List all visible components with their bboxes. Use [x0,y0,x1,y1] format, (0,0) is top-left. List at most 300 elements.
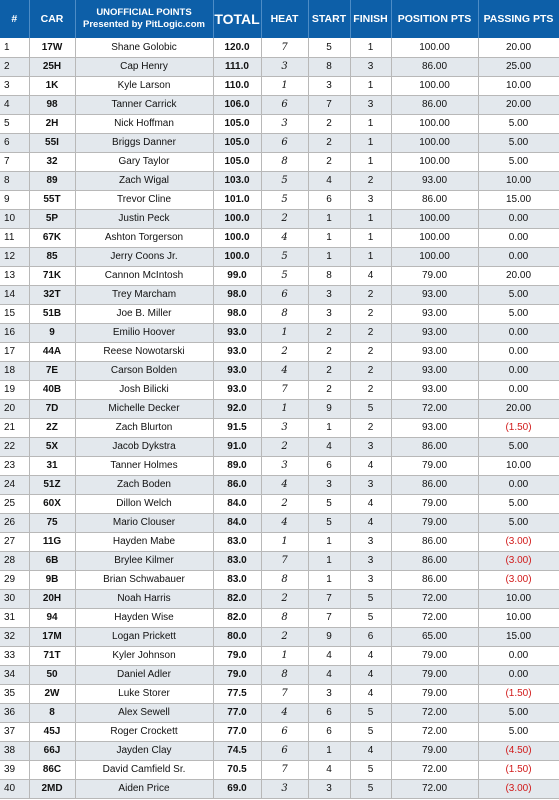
position-points: 93.00 [391,380,478,399]
total-points: 105.0 [213,152,261,171]
total-points: 86.0 [213,475,261,494]
position-points: 93.00 [391,361,478,380]
start-position: 5 [308,38,350,57]
driver-name: Dillon Welch [75,494,213,513]
driver-name: Tanner Carrick [75,95,213,114]
car-number: 7D [29,399,75,418]
finish-position: 1 [350,247,391,266]
heat-number: 7 [261,38,308,57]
heat-number: 4 [261,513,308,532]
position-points: 86.00 [391,475,478,494]
table-row [0,57,559,76]
total-points: 110.0 [213,76,261,95]
table-row [0,133,559,152]
row-number: 3 [0,76,29,95]
heat-number: 7 [261,684,308,703]
finish-position: 4 [350,741,391,760]
table-row [0,171,559,190]
table-row [0,608,559,627]
car-number: 17M [29,627,75,646]
row-number: 11 [0,228,29,247]
driver-name: Aiden Price [75,779,213,798]
finish-position: 3 [350,437,391,456]
driver-name: Hayden Mabe [75,532,213,551]
finish-position: 5 [350,399,391,418]
finish-position: 3 [350,551,391,570]
finish-position: 1 [350,38,391,57]
row-number: 30 [0,589,29,608]
position-points: 72.00 [391,703,478,722]
driver-name: Justin Peck [75,209,213,228]
total-points: 93.0 [213,380,261,399]
position-points: 86.00 [391,57,478,76]
row-number: 17 [0,342,29,361]
total-points: 100.0 [213,247,261,266]
heat-number: 7 [261,760,308,779]
passing-points: 10.00 [478,608,559,627]
table-row [0,437,559,456]
heat-number: 3 [261,114,308,133]
table-row [0,228,559,247]
table-row [0,114,559,133]
driver-name: Zach Wigal [75,171,213,190]
total-points: 74.5 [213,741,261,760]
heat-number: 1 [261,323,308,342]
driver-name: Alex Sewell [75,703,213,722]
heat-number: 4 [261,703,308,722]
row-number: 9 [0,190,29,209]
driver-name: Mario Clouser [75,513,213,532]
total-points: 83.0 [213,570,261,589]
start-position: 2 [308,323,350,342]
driver-name: Reese Nowotarski [75,342,213,361]
car-number: 40B [29,380,75,399]
total-points: 98.0 [213,285,261,304]
row-number: 32 [0,627,29,646]
heat-number: 7 [261,380,308,399]
table-row [0,475,559,494]
heat-number: 1 [261,646,308,665]
start-position: 1 [308,532,350,551]
position-points: 72.00 [391,722,478,741]
heat-number: 4 [261,228,308,247]
position-points: 100.00 [391,209,478,228]
table-row [0,532,559,551]
passing-points: 0.00 [478,380,559,399]
driver-name: Nick Hoffman [75,114,213,133]
start-position: 3 [308,285,350,304]
position-points: 86.00 [391,95,478,114]
row-number: 10 [0,209,29,228]
passing-points: 10.00 [478,456,559,475]
heat-number: 4 [261,475,308,494]
start-position: 2 [308,152,350,171]
table-row [0,247,559,266]
start-position: 1 [308,418,350,437]
heat-number: 8 [261,608,308,627]
car-number: 51B [29,304,75,323]
passing-points: (3.00) [478,551,559,570]
row-number: 7 [0,152,29,171]
table-row [0,646,559,665]
position-points: 65.00 [391,627,478,646]
passing-points: 0.00 [478,323,559,342]
start-position: 5 [308,494,350,513]
total-points: 103.0 [213,171,261,190]
row-number: 4 [0,95,29,114]
heat-number: 2 [261,627,308,646]
row-number: 38 [0,741,29,760]
car-number: 67K [29,228,75,247]
car-number: 44A [29,342,75,361]
passing-points: 10.00 [478,589,559,608]
row-number: 24 [0,475,29,494]
car-number: 94 [29,608,75,627]
passing-points: 0.00 [478,342,559,361]
driver-name: Tanner Holmes [75,456,213,475]
row-number: 25 [0,494,29,513]
car-number: 98 [29,95,75,114]
header-points-sponsor: Presented by PitLogic.com [83,19,205,30]
row-number: 36 [0,703,29,722]
row-number: 1 [0,38,29,57]
finish-position: 4 [350,456,391,475]
car-number: 9B [29,570,75,589]
start-position: 3 [308,684,350,703]
table-row [0,418,559,437]
header-car: CAR [29,0,75,38]
row-number: 13 [0,266,29,285]
row-number: 29 [0,570,29,589]
driver-name: Trevor Cline [75,190,213,209]
heat-number: 7 [261,551,308,570]
header-heat: HEAT [261,0,308,38]
passing-points: 0.00 [478,209,559,228]
heat-number: 4 [261,361,308,380]
driver-name: Michelle Decker [75,399,213,418]
driver-name: Kyle Larson [75,76,213,95]
finish-position: 2 [350,285,391,304]
total-points: 100.0 [213,209,261,228]
position-points: 93.00 [391,285,478,304]
header-num: # [0,0,29,38]
start-position: 9 [308,627,350,646]
position-points: 72.00 [391,779,478,798]
driver-name: Carson Bolden [75,361,213,380]
car-number: 86C [29,760,75,779]
passing-points: 20.00 [478,399,559,418]
heat-number: 5 [261,266,308,285]
table-row [0,494,559,513]
table-row [0,323,559,342]
position-points: 86.00 [391,532,478,551]
car-number: 45J [29,722,75,741]
table-row [0,399,559,418]
car-number: 85 [29,247,75,266]
heat-number: 6 [261,133,308,152]
finish-position: 2 [350,171,391,190]
car-number: 2Z [29,418,75,437]
row-number: 6 [0,133,29,152]
total-points: 120.0 [213,38,261,57]
driver-name: Briggs Danner [75,133,213,152]
finish-position: 4 [350,665,391,684]
car-number: 17W [29,38,75,57]
heat-number: 3 [261,456,308,475]
total-points: 82.0 [213,589,261,608]
total-points: 92.0 [213,399,261,418]
position-points: 100.00 [391,114,478,133]
start-position: 6 [308,190,350,209]
table-row [0,589,559,608]
passing-points: 5.00 [478,285,559,304]
heat-number: 8 [261,304,308,323]
row-number: 23 [0,456,29,475]
passing-points: 10.00 [478,171,559,190]
total-points: 77.5 [213,684,261,703]
finish-position: 2 [350,342,391,361]
passing-points: 15.00 [478,190,559,209]
row-number: 21 [0,418,29,437]
total-points: 111.0 [213,57,261,76]
row-number: 16 [0,323,29,342]
total-points: 84.0 [213,494,261,513]
position-points: 93.00 [391,323,478,342]
car-number: 71T [29,646,75,665]
row-number: 40 [0,779,29,798]
driver-name: Joe B. Miller [75,304,213,323]
table-row [0,741,559,760]
start-position: 4 [308,171,350,190]
car-number: 51Z [29,475,75,494]
position-points: 79.00 [391,684,478,703]
finish-position: 4 [350,494,391,513]
car-number: 50 [29,665,75,684]
start-position: 4 [308,665,350,684]
start-position: 1 [308,247,350,266]
start-position: 3 [308,779,350,798]
table-row [0,380,559,399]
position-points: 93.00 [391,342,478,361]
car-number: 55I [29,133,75,152]
finish-position: 5 [350,722,391,741]
table-row [0,722,559,741]
position-points: 100.00 [391,38,478,57]
start-position: 6 [308,456,350,475]
heat-number: 2 [261,589,308,608]
start-position: 6 [308,722,350,741]
driver-name: Logan Prickett [75,627,213,646]
row-number: 18 [0,361,29,380]
start-position: 1 [308,570,350,589]
position-points: 79.00 [391,494,478,513]
heat-number: 5 [261,171,308,190]
car-number: 2W [29,684,75,703]
row-number: 8 [0,171,29,190]
finish-position: 3 [350,475,391,494]
row-number: 19 [0,380,29,399]
table-row [0,152,559,171]
heat-number: 1 [261,76,308,95]
position-points: 72.00 [391,399,478,418]
car-number: 5X [29,437,75,456]
table-row [0,361,559,380]
total-points: 69.0 [213,779,261,798]
position-points: 79.00 [391,646,478,665]
position-points: 72.00 [391,608,478,627]
car-number: 11G [29,532,75,551]
heat-number: 6 [261,95,308,114]
total-points: 98.0 [213,304,261,323]
start-position: 5 [308,513,350,532]
total-points: 93.0 [213,361,261,380]
finish-position: 4 [350,646,391,665]
heat-number: 3 [261,418,308,437]
heat-number: 3 [261,779,308,798]
row-number: 27 [0,532,29,551]
driver-name: Jayden Clay [75,741,213,760]
position-points: 100.00 [391,133,478,152]
driver-name: Noah Harris [75,589,213,608]
total-points: 79.0 [213,646,261,665]
passing-points: (3.00) [478,779,559,798]
finish-position: 2 [350,418,391,437]
finish-position: 5 [350,779,391,798]
car-number: 60X [29,494,75,513]
start-position: 4 [308,437,350,456]
position-points: 72.00 [391,760,478,779]
driver-name: Brian Schwabauer [75,570,213,589]
position-points: 100.00 [391,152,478,171]
table-row [0,779,559,798]
row-number: 20 [0,399,29,418]
finish-position: 3 [350,190,391,209]
heat-number: 5 [261,247,308,266]
driver-name: Ashton Torgerson [75,228,213,247]
start-position: 2 [308,380,350,399]
start-position: 2 [308,133,350,152]
driver-name: Gary Taylor [75,152,213,171]
total-points: 79.0 [213,665,261,684]
table-row [0,76,559,95]
car-number: 66J [29,741,75,760]
table-row [0,760,559,779]
header-finish: FINISH [350,0,391,38]
finish-position: 5 [350,703,391,722]
header-start: START [308,0,350,38]
start-position: 4 [308,760,350,779]
row-number: 14 [0,285,29,304]
car-number: 2H [29,114,75,133]
finish-position: 3 [350,570,391,589]
row-number: 31 [0,608,29,627]
car-number: 5P [29,209,75,228]
total-points: 83.0 [213,532,261,551]
car-number: 32 [29,152,75,171]
finish-position: 2 [350,323,391,342]
car-number: 89 [29,171,75,190]
heat-number: 2 [261,494,308,513]
table-row [0,38,559,57]
start-position: 1 [308,209,350,228]
header-position-pts: POSITION PTS [391,0,478,38]
heat-number: 5 [261,190,308,209]
position-points: 79.00 [391,741,478,760]
passing-points: 20.00 [478,266,559,285]
position-points: 100.00 [391,247,478,266]
passing-points: 0.00 [478,361,559,380]
total-points: 82.0 [213,608,261,627]
car-number: 25H [29,57,75,76]
total-points: 105.0 [213,114,261,133]
passing-points: (3.00) [478,570,559,589]
car-number: 20H [29,589,75,608]
passing-points: 5.00 [478,722,559,741]
row-number: 26 [0,513,29,532]
passing-points: 20.00 [478,95,559,114]
driver-name: Cap Henry [75,57,213,76]
total-points: 83.0 [213,551,261,570]
passing-points: (3.00) [478,532,559,551]
row-number: 34 [0,665,29,684]
table-row [0,304,559,323]
position-points: 86.00 [391,570,478,589]
header-passing-pts: PASSING PTS [478,0,559,38]
driver-name: Kyler Johnson [75,646,213,665]
position-points: 79.00 [391,266,478,285]
position-points: 86.00 [391,551,478,570]
total-points: 100.0 [213,228,261,247]
start-position: 2 [308,342,350,361]
driver-name: David Camfield Sr. [75,760,213,779]
table-row [0,627,559,646]
total-points: 84.0 [213,513,261,532]
start-position: 4 [308,646,350,665]
start-position: 8 [308,57,350,76]
total-points: 93.0 [213,323,261,342]
finish-position: 1 [350,209,391,228]
passing-points: 15.00 [478,627,559,646]
car-number: 9 [29,323,75,342]
start-position: 1 [308,551,350,570]
passing-points: 5.00 [478,133,559,152]
header-unofficial-points [75,0,213,38]
table-row [0,551,559,570]
heat-number: 6 [261,722,308,741]
passing-points: 5.00 [478,437,559,456]
passing-points: 0.00 [478,228,559,247]
table-row [0,513,559,532]
start-position: 1 [308,741,350,760]
start-position: 3 [308,304,350,323]
position-points: 86.00 [391,190,478,209]
car-number: 55T [29,190,75,209]
driver-name: Josh Bilicki [75,380,213,399]
finish-position: 3 [350,95,391,114]
driver-name: Shane Golobic [75,38,213,57]
finish-position: 1 [350,228,391,247]
total-points: 77.0 [213,703,261,722]
table-row [0,190,559,209]
passing-points: 10.00 [478,76,559,95]
row-number: 5 [0,114,29,133]
heat-number: 8 [261,152,308,171]
passing-points: 0.00 [478,665,559,684]
driver-name: Emilio Hoover [75,323,213,342]
position-points: 100.00 [391,76,478,95]
passing-points: (1.50) [478,760,559,779]
car-number: 6B [29,551,75,570]
